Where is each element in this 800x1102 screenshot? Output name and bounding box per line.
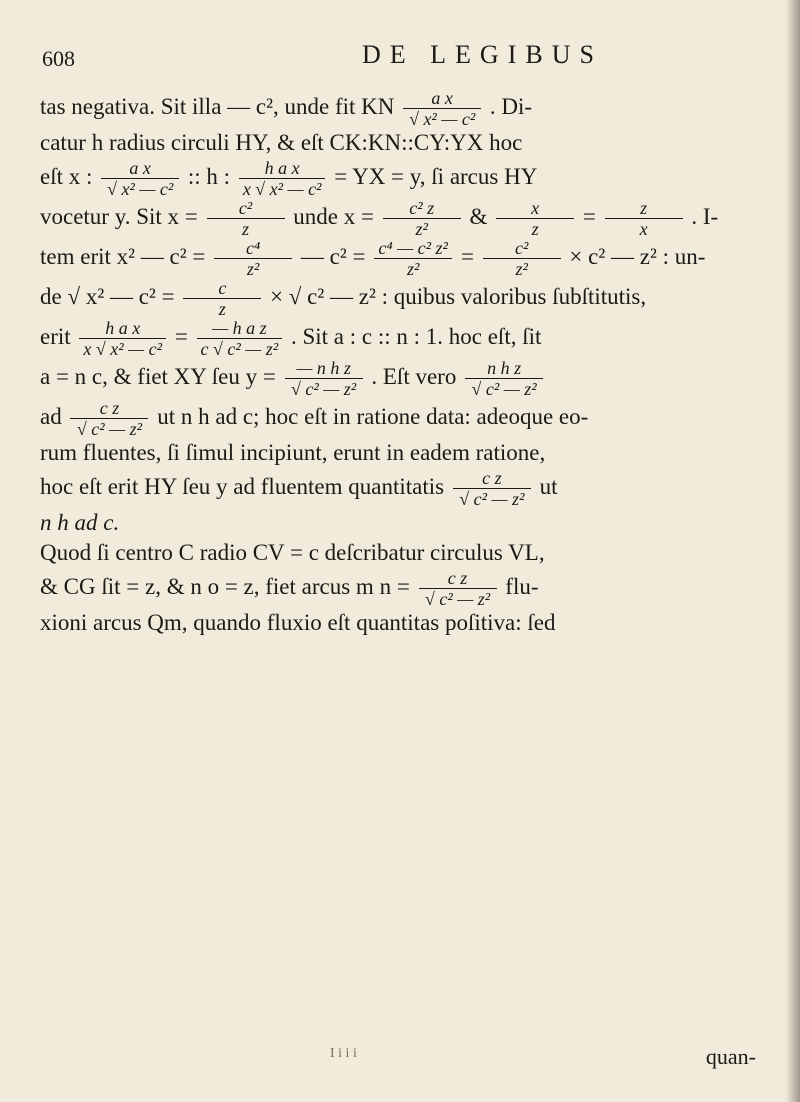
fraction: $\frac{\text{c z}}{\text{√ c² — z²}}$ xyxy=(419,568,497,609)
fraction: $\frac{c}{z}$ xyxy=(183,278,261,319)
fraction: $\frac{\text{c²}}{z}$ xyxy=(207,198,285,239)
fraction: $\frac{\text{h a x}}{\text{x √ x² — c²}}$ xyxy=(239,158,326,199)
text-line-7: erit $\frac{\text{h a x}}{\text{x √ x² — c²}}$ = $\frac{\text{— h a z}}{\text{c √ c² — z²}}$ . Sit a : c :: n : 1. hoc eſt, ſit xyxy=(40,318,542,359)
fraction: $\frac{\text{h a x}}{\text{x √ x² — c²}}$ xyxy=(79,318,166,359)
fraction: $\frac{\text{c z}}{\text{√ c² — z²}}$ xyxy=(70,398,148,439)
text-line-13: Quod ſi centro C radio CV = c deſcribatur circulus VL, xyxy=(40,540,545,565)
fraction: $\frac{\text{c²}}{\text{z²}}$ xyxy=(483,238,561,279)
signature-mark: I i i i xyxy=(330,1046,357,1061)
fraction: $\frac{\text{a x}}{\text{√ x² — c²}}$ xyxy=(101,158,179,199)
page-header xyxy=(42,40,760,74)
text-line-11: hoc eſt erit HY ſeu y ad fluentem quantitatis $\frac{\text{c z}}{\text{√ c² — z²}}$ ut xyxy=(40,468,558,509)
fraction: $\frac{\text{c² z}}{\text{z²}}$ xyxy=(383,198,461,239)
text-line-2: catur h radius circuli HY, & eſt CK:KN::CY:YX hoc xyxy=(40,130,523,155)
text-line-10: rum fluentes, ſi ſimul incipiunt, erunt in eadem ratione, xyxy=(40,440,546,465)
page-edge-shadow xyxy=(786,0,800,1102)
fraction: $\frac{\text{a x}}{\text{√ x² — c²}}$ xyxy=(403,88,481,129)
page-number: 608 xyxy=(42,46,75,71)
text-line-9: ad $\frac{\text{c z}}{\text{√ c² — z²}}$ ut n h ad c; hoc eſt in ratione data: adeoque eo- xyxy=(40,398,589,439)
fraction: $\frac{x}{z}$ xyxy=(496,198,574,239)
fraction: $\frac{\text{c z}}{\text{√ c² — z²}}$ xyxy=(453,468,531,509)
text-line-14: & CG ſit = z, & n o = z, fiet arcus m n = $\frac{\text{c z}}{\text{√ c² — z²}}$ flu- xyxy=(40,568,539,609)
text-line-4: vocetur y. Sit x = $\frac{\text{c²}}{z}$ unde x = $\frac{\text{c² z}}{\text{z²}}$ & $\frac{x}{z}$ = $\frac{z}{x}$ . I- xyxy=(40,198,719,239)
text-line-5: tem erit x² — c² = $\frac{\text{c⁴}}{\text{z²}}$ — c² = $\frac{\text{c⁴ — c² z²}}{\text{z²}}$ = $\frac{\text{c²}}{\text{z²}}$ × c² — z² : un- xyxy=(40,238,706,279)
text-line-12: n h ad c. xyxy=(40,510,120,535)
text-line-8: a = n c, & fiet XY ſeu y = $\frac{\text{— n h z}}{\text{√ c² — z²}}$ . Eſt vero $\frac{\text{n h z}}{\text{√ c² — z²}}$ xyxy=(40,358,760,398)
catchword: quan- xyxy=(705,1044,756,1069)
fraction: $\frac{\text{c⁴ — c² z²}}{\text{z²}}$ xyxy=(374,238,452,279)
fraction: $\frac{\text{— n h z}}{\text{√ c² — z²}}$ xyxy=(285,358,363,399)
text-line-6: de √ x² — c² = $\frac{c}{z}$ × √ c² — z² : quibus valoribus ſubſtitutis, xyxy=(40,278,647,319)
fraction: $\frac{\text{c⁴}}{\text{z²}}$ xyxy=(214,238,292,279)
body-text xyxy=(40,88,760,638)
fraction: $\frac{\text{n h z}}{\text{√ c² — z²}}$ xyxy=(465,358,543,399)
text-line-1: tas negativa. Sit illa — c², unde fit KN $\frac{\text{a x}}{\text{√ x² — c²}}$ . Di- xyxy=(40,88,533,129)
text-line-15: xioni arcus Qm, quando fluxio eſt quantitas poſitiva: ſed xyxy=(40,610,556,635)
running-title: DE LEGIBUS xyxy=(362,40,603,69)
text-line-3: eſt x : $\frac{\text{a x}}{\text{√ x² — c²}}$ :: h : $\frac{\text{h a x}}{\text{x √ x² — c²}}$ = YX = y, ſi arcus HY xyxy=(40,158,538,199)
fraction: $\frac{z}{x}$ xyxy=(605,198,683,239)
fraction: $\frac{\text{— h a z}}{\text{c √ c² — z²}}$ xyxy=(197,318,283,359)
